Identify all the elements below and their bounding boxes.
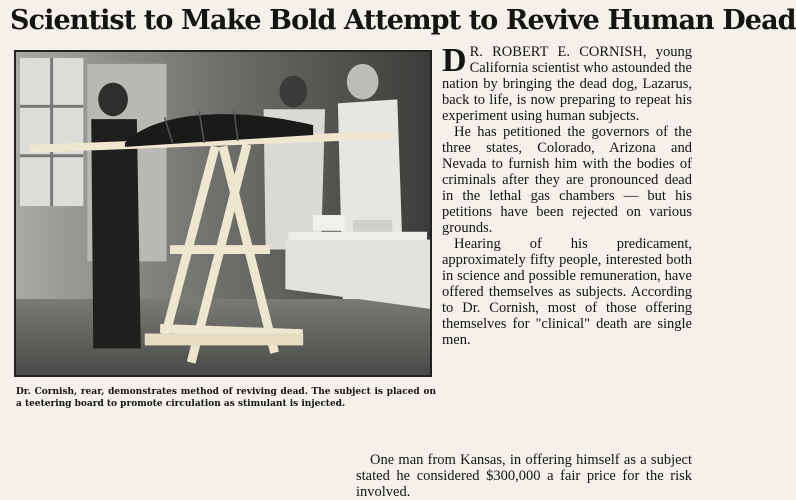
article-paragraph-1	[442, 44, 692, 124]
article-paragraph-1-text: R. ROBERT E. CORNISH, young California scientist who astounded the nation by bringing the dead dog, Lazarus, back to life, is now preparing to repeat his experiment using human subjects.	[442, 44, 692, 124]
article-column	[442, 44, 692, 348]
article-paragraph-3: Hearing of his predicament, approximately fifty people, interested both in science and possible remuneration, have offered themselves as subjects. According to Dr. Cornish, most of those offering themselves for "clinical" death are single men.	[442, 236, 692, 348]
photo-illustration	[16, 52, 430, 375]
news-photo	[14, 50, 432, 377]
drop-cap: D	[442, 42, 467, 79]
article-paragraph-4: One man from Kansas, in offering himself as a subject stated he considered $300,000 a fair price for the risk involved.	[356, 452, 692, 500]
photo-caption: Dr. Cornish, rear, demonstrates method of reviving dead. The subject is placed on a teetering board to promote circulation as stimulant is injected.	[16, 387, 436, 409]
headline: Scientist to Make Bold Attempt to Revive Human Dead	[10, 5, 796, 36]
article-paragraph-2: He has petitioned the governors of the three states, Colorado, Arizona and Nevada to furnish him with the bodies of criminals after they are pronounced dead in the lethal gas chambers — but his petitions have been rejected on various grounds.	[442, 124, 692, 236]
